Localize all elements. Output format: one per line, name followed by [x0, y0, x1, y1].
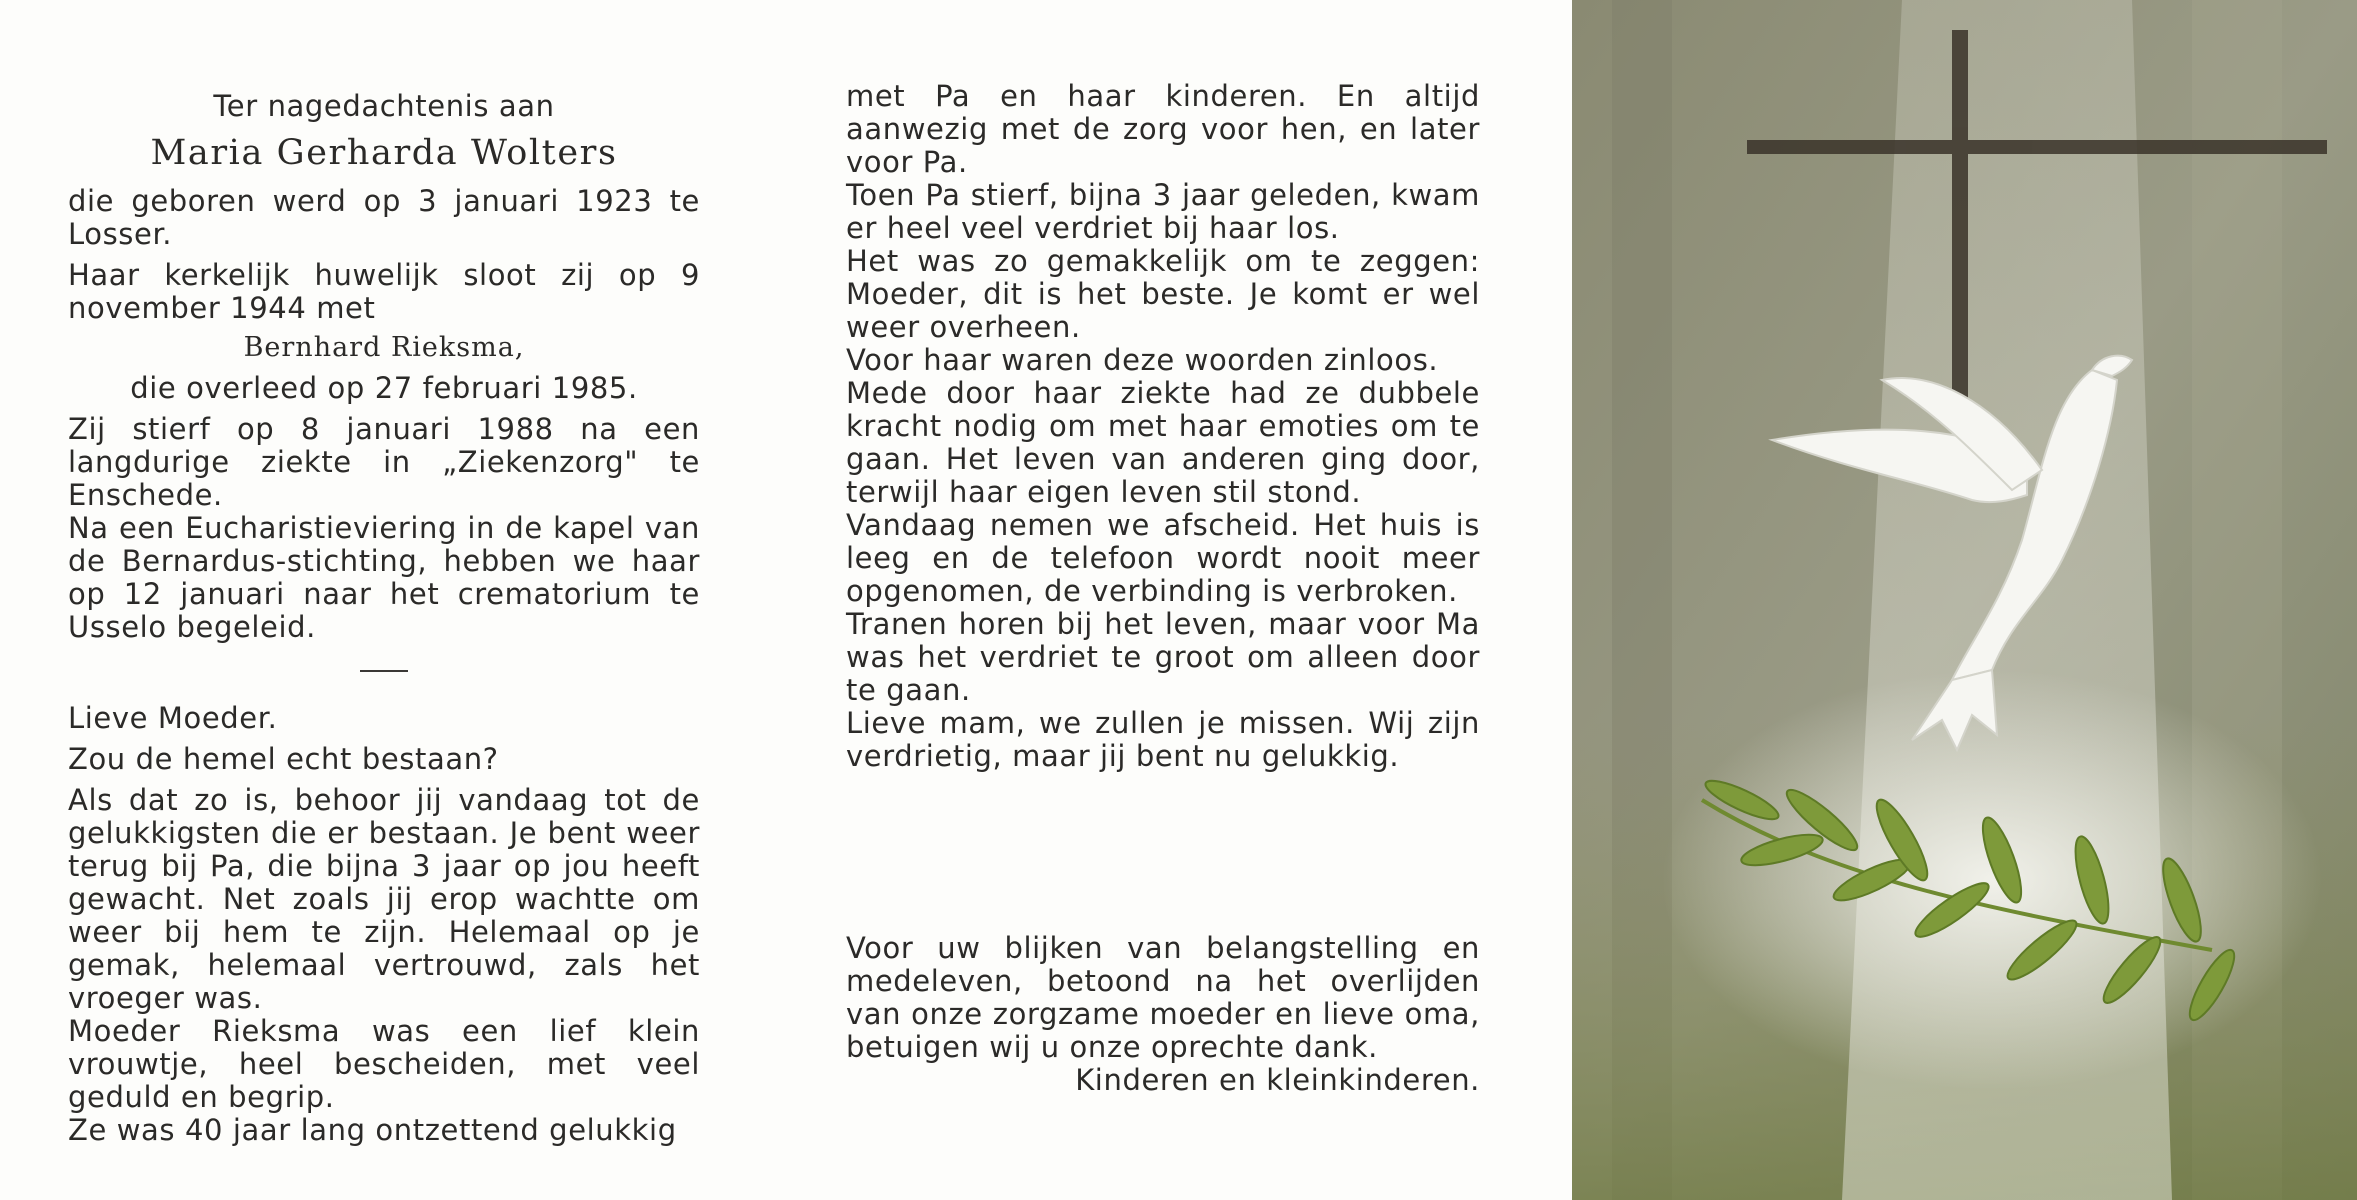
marriage-text: Haar kerkelijk huwelijk sloot zij op 9 november 1944 met	[68, 258, 700, 325]
painting-svg	[1572, 0, 2357, 1200]
paragraph: Tranen horen bij het leven, maar voor Ma was het verdriet te groot om alleen door te gaan.	[846, 607, 1480, 707]
spouse-name: Bernhard Rieksma,	[243, 332, 525, 363]
paragraph: Vandaag nemen we afscheid. Het huis is leeg en de telefoon wordt nooit meer opgenomen, de verbinding is verbroken.	[846, 508, 1480, 608]
birth-text: die geboren werd op 3 januari 1923 te Losser.	[68, 184, 700, 251]
divider	[360, 670, 408, 672]
paragraph: Toen Pa stierf, bijna 3 jaar geleden, kwam er heel veel verdriet bij haar los.	[846, 178, 1480, 245]
question-text: Zou de hemel echt bestaan?	[68, 742, 499, 776]
death-text: Zij stierf op 8 januari 1988 na een langdurige ziekte in „Ziekenzorg" te Enschede.	[68, 412, 700, 512]
middle-column	[846, 80, 1480, 773]
light-glow	[1662, 670, 2322, 1090]
deceased-name: Maria Gerharda Wolters	[150, 133, 618, 173]
paragraph: Het was zo gemakkelijk om te zeggen: Moeder, dit is het beste. Je komt er wel weer overheen.	[846, 244, 1480, 344]
painting-image	[1572, 0, 2357, 1200]
signature: Kinderen en kleinkinderen.	[1075, 1063, 1480, 1097]
spouse-death-text: die overleed op 27 februari 1985.	[130, 371, 638, 405]
left-column	[68, 80, 700, 1147]
paragraph: Lieve mam, we zullen je missen. Wij zijn verdrietig, maar jij bent nu gelukkig.	[846, 706, 1480, 773]
paragraph: Ze was 40 jaar lang ontzettend gelukkig	[68, 1113, 677, 1147]
salutation: Lieve Moeder.	[68, 701, 278, 735]
thanks-text: Voor uw blijken van belangstelling en medeleven, betoond na het overlijden van onze zorgzame moeder en lieve oma, betuigen wij u onze oprechte dank.	[846, 931, 1480, 1064]
paragraph: Moeder Rieksma was een lief klein vrouwtje, heel bescheiden, met veel geduld en begrip.	[68, 1014, 700, 1114]
paragraph: met Pa en haar kinderen. En altijd aanwezig met de zorg voor hen, en later voor Pa.	[846, 79, 1480, 179]
intro-text: Ter nagedachtenis aan	[213, 89, 555, 123]
ceremony-text: Na een Eucharistieviering in de kapel van de Bernardus-stichting, hebben we haar op 12 januari naar het crematorium te Usselo begeleid.	[68, 511, 700, 644]
paragraph: Mede door haar ziekte had ze dubbele kracht nodig om met haar emoties om te gaan. Het leven van anderen ging door, terwijl haar eigen leven stil stond.	[846, 376, 1480, 509]
paragraph: Als dat zo is, behoor jij vandaag tot de gelukkigsten die er bestaan. Je bent weer terug bij Pa, die bijna 3 jaar op jou heeft gewacht. Net zoals jij erop wachtte om weer bij hem te zijn. Helemaal op je gemak, helemaal vertrouwd, zals het vroeger was.	[68, 783, 700, 1015]
thanks-block	[846, 932, 1480, 1097]
paragraph: Voor haar waren deze woorden zinloos.	[846, 343, 1439, 377]
